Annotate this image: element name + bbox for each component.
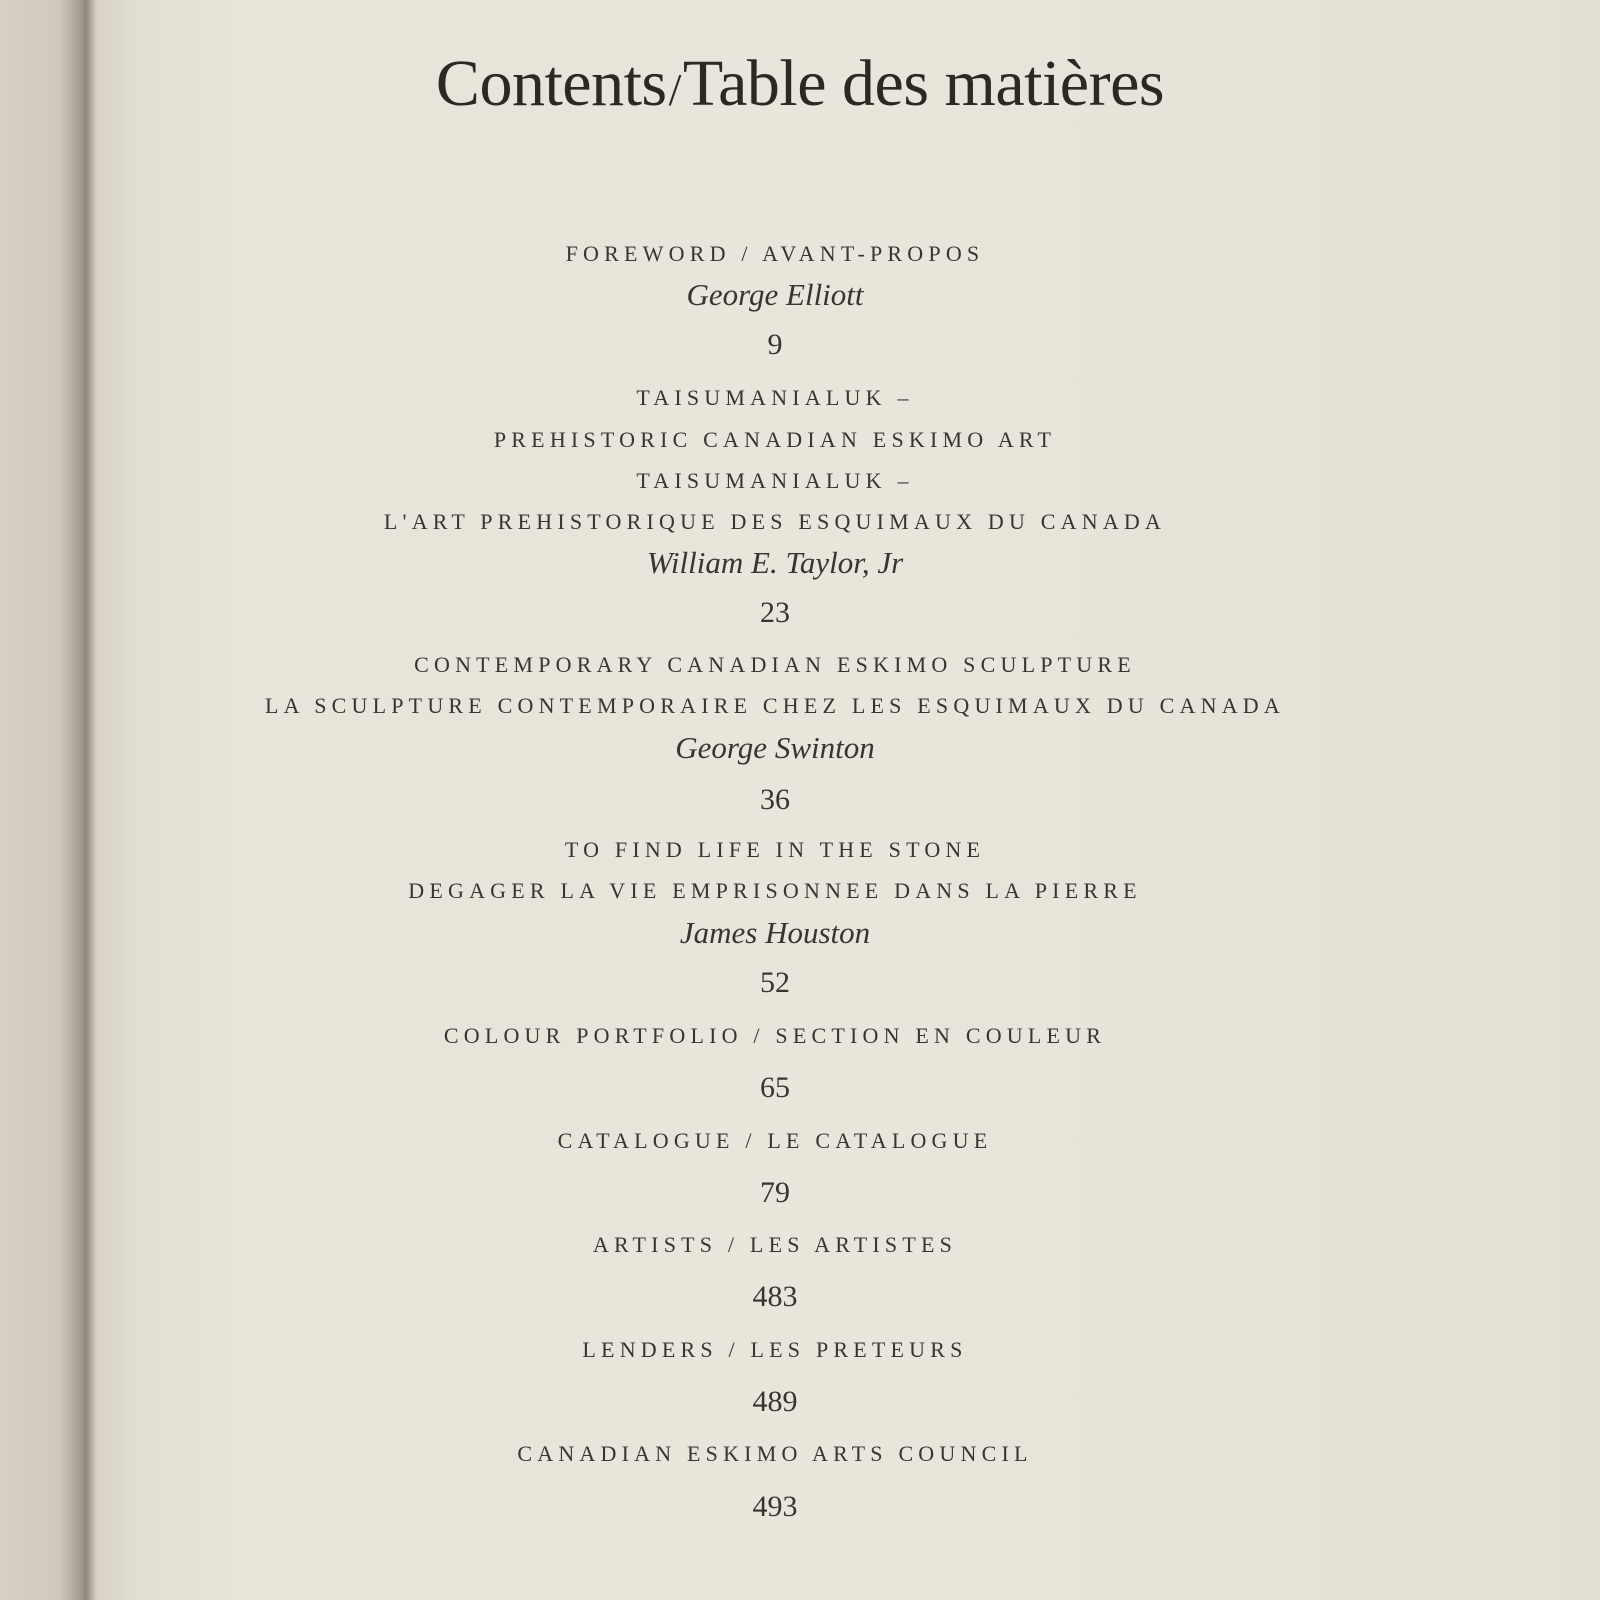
- toc-page-artists: 483: [752, 1280, 798, 1313]
- toc-author-taisumanialuk: William E. Taylor, Jr: [646, 545, 904, 580]
- toc-heading-artists: ARTISTS / LES ARTISTES: [592, 1232, 958, 1257]
- toc-author-foreword: George Elliott: [686, 277, 864, 312]
- toc-page-lenders: 489: [752, 1385, 798, 1418]
- title-separator: /: [668, 64, 681, 115]
- toc-author-stone: James Houston: [679, 915, 871, 950]
- toc-heading-taisumanialuk-en-2: PREHISTORIC CANADIAN ESKIMO ART: [493, 427, 1057, 452]
- toc-page-colour: 65: [760, 1071, 790, 1104]
- toc-heading-colour: COLOUR PORTFOLIO / SECTION EN COULEUR: [443, 1023, 1107, 1048]
- toc-heading-stone-fr: DEGAGER LA VIE EMPRISONNEE DANS LA PIERRE: [408, 878, 1142, 903]
- toc-page-stone: 52: [760, 966, 790, 999]
- toc-heading-taisumanialuk-fr-1: TAISUMANIALUK –: [636, 468, 914, 493]
- title-french: Table des matières: [682, 47, 1165, 120]
- toc-heading-contemporary-en: CONTEMPORARY CANADIAN ESKIMO SCULPTURE: [414, 652, 1136, 677]
- toc-page-taisumanialuk: 23: [760, 596, 790, 629]
- toc-heading-council: CANADIAN ESKIMO ARTS COUNCIL: [517, 1441, 1033, 1466]
- table-of-contents: [100, 0, 1450, 1600]
- toc-heading-taisumanialuk-fr-2: L'ART PREHISTORIQUE DES ESQUIMAUX DU CANADA: [383, 509, 1167, 534]
- toc-heading-stone-en: TO FIND LIFE IN THE STONE: [564, 837, 986, 862]
- toc-heading-catalogue: CATALOGUE / LE CATALOGUE: [557, 1128, 993, 1153]
- toc-page-catalogue: 79: [760, 1176, 790, 1209]
- toc-heading-foreword: FOREWORD / AVANT-PROPOS: [565, 241, 985, 266]
- toc-author-contemporary: George Swinton: [675, 730, 875, 765]
- toc-heading-taisumanialuk-en-1: TAISUMANIALUK –: [636, 385, 914, 410]
- toc-page-contemporary: 36: [760, 783, 790, 816]
- book-binding-edge: [0, 0, 100, 1600]
- toc-heading-lenders: LENDERS / LES PRETEURS: [582, 1337, 968, 1362]
- toc-page-council: 493: [752, 1490, 798, 1523]
- toc-page-foreword: 9: [767, 328, 783, 361]
- toc-heading-contemporary-fr: LA SCULPTURE CONTEMPORAIRE CHEZ LES ESQUIMAUX DU CANADA: [265, 693, 1285, 718]
- title-english: Contents: [435, 47, 667, 120]
